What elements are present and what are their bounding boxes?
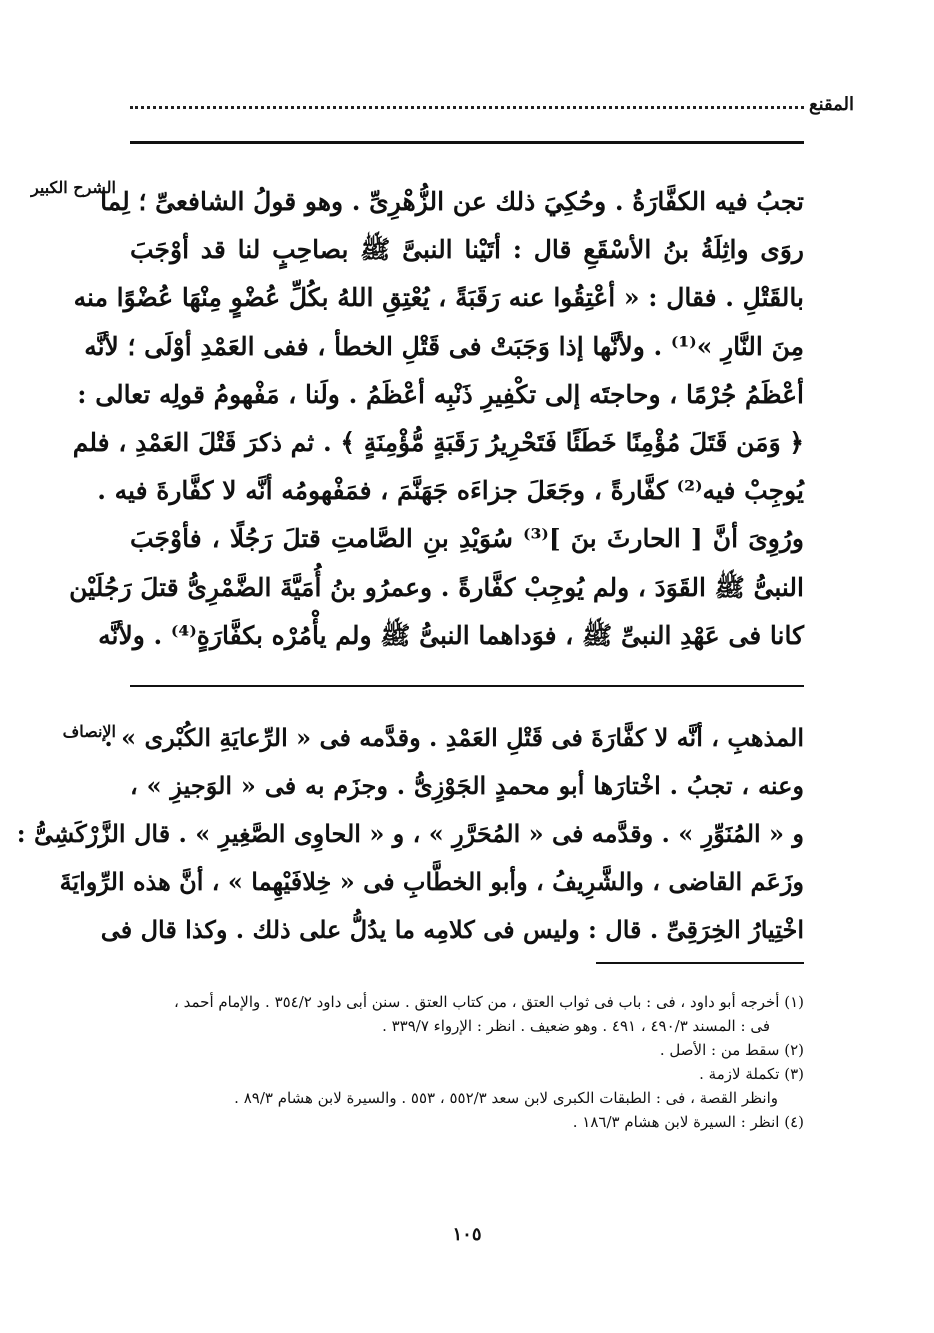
text-line: النبىُّ ﷺ القَوَدَ ، ولم يُوجِبْ كفَّارةً . وعمرُو بنُ أُمَيَّةَ الضَّمْرِىُّ قتلَ رَجُلَيْن [69,572,804,602]
section-label-insaf: الإنصاف [62,722,116,741]
footnote: فى : المسند ٤٩٠/٣ ، ٤٩١ . وهو ضعيف . انظر : الإرواء ٣٣٩/٧ . [382,1017,770,1035]
text-line: مِنَ النَّارِ »⁽¹⁾ . ولأنَّها إذا وَجَبَتْ فى قَتْلِ الخطأ ، ففى العَمْدِ أوْلَى ؛ لأنَّه [84,331,804,361]
footnotes [130,990,804,1134]
header-rule [130,141,804,144]
footnote-rule [596,962,804,964]
text-line: بالقَتْلِ . فقال : « أعْتِقُوا عنه رَقَبَةً ، يُعْتِقِ اللهُ بكُلِّ عُضْوٍ مِنْهَا عُضْوًا منه [73,283,804,313]
text-line: ورُوِىَ أنَّ [ الحارثَ بنَ ]⁽³⁾ سُوَيْدِ بنِ الصَّامتِ قتلَ رَجُلًا ، فأوْجَبَ [130,524,804,554]
text-line: يُوجِبْ فيه⁽²⁾ كفَّارةً ، وجَعَلَ جزاءَه جَهَنَّمَ ، فمَفْهومُه أنَّه لا كفَّارةَ فيه . [97,476,804,506]
text-line: وعنه ، تجبُ . اخْتارَها أبو محمدٍ الجَوْزِىُّ . وجزَم به فى « الوَجيزِ » ، [130,771,804,800]
text-line: روَى واثِلَةُ بنُ الأسْقَعِ قال : أتَيْنا النبىَّ ﷺ بصاحِبٍ لنا قد أوْجَبَ [130,235,804,265]
section-label-sharh: الشرح الكبير [31,178,116,197]
text-line: اخْتِيارُ الخِرَقِىِّ . قال : وليس فى كلامِه ما يدُلُّ على ذلك . وكذا قال فى [100,915,804,944]
running-header [130,92,854,122]
footnote: (٤) انظر : السيرة لابن هشام ١٨٦/٣ . [572,1113,804,1131]
text-line: أعْظَمُ جُرْمًا ، وحاجتَه إلى تكْفِيرِ ذَنْبِه أعْظَمُ . ولَنا ، مَفْهومُ قولِه تعالى : [77,379,804,409]
page-number: ١٠٥ [452,1224,482,1245]
footnote: (٢) سقط من : الأصل . [659,1041,804,1059]
text-line: ﴿ وَمَن قَتَلَ مُؤْمِنًا خَطَئًا فَتَحْرِيرُ رَقَبَةٍ مُّؤْمِنَةٍ ﴾ . ثم ذكرَ قَتْلَ العَمْدِ ، فلم [72,427,804,457]
text-line: تجبُ فيه الكفَّارَةُ . وحُكِيَ ذلك عن الزُّهْرِىِّ . وهو قولُ الشافعىِّ ؛ لِما [100,187,804,216]
footnote: وانظر القصة ، فى : الطبقات الكبرى لابن سعد ٥٥٢/٣ ، ٥٥٣ . والسيرة لابن هشام ٨٩/٣ . [234,1089,778,1107]
footnote: (٣) تكملة لازمة . [699,1065,804,1083]
dotted-rule [130,106,804,109]
text-line: وزَعَم القاضى ، والشَّرِيفُ ، وأبو الخطَّابِ فى « خِلافَيْهِما » ، أنَّ هذه الرِّوايَةَ [59,867,804,896]
section-divider [130,685,804,687]
text-line: و « المُنَوِّرِ » . وقدَّمه فى « المُحَرَّرِ » ، و « الحاوِى الصَّغِيرِ » . قال الزَّرْكَشِىُّ : [16,819,804,848]
running-title: المقنع [808,94,854,115]
text-line: المذهبِ ، أنَّه لا كفَّارَةَ فى قَتْلِ العَمْدِ . وقدَّمه فى « الرِّعايَةِ الكُبْرى » . [104,723,804,752]
footnote: (١) أخرجه أبو داود ، فى : باب فى ثواب العتق ، من كتاب العتق . سنن أبى داود ٣٥٤/٢ . والإمام أحمد ، [174,993,804,1011]
text-line: كانا فى عَهْدِ النبىِّ ﷺ ، فوَداهما النبىُّ ﷺ ولم يأْمُرْه بكفَّارَةٍ⁽⁴⁾ . ولأنَّه [98,620,804,650]
